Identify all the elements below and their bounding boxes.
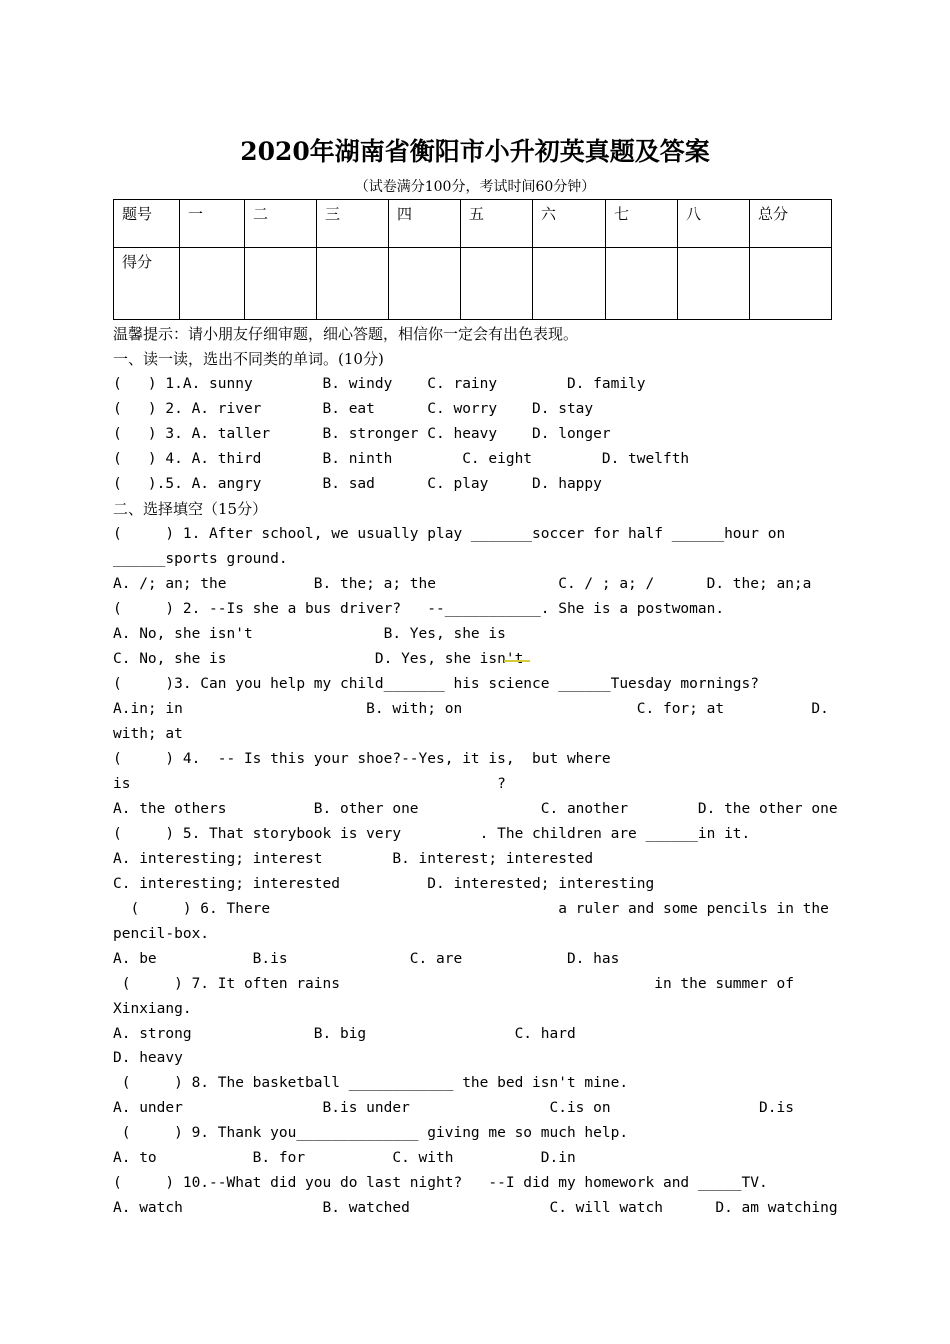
option-line: A. under B.is under C.is on D.is bbox=[113, 1100, 794, 1116]
section2-heading: 二、选择填空（15分） bbox=[113, 500, 268, 518]
option-line: C. interesting; interested D. interested; interesting bbox=[113, 876, 655, 892]
header-cell: 三 bbox=[317, 200, 389, 248]
score-cell[interactable] bbox=[750, 248, 832, 320]
score-cell[interactable] bbox=[678, 248, 750, 320]
option-line: C. No, she is D. Yes, she isn't bbox=[113, 651, 524, 667]
page-title: 2020年湖南省衡阳市小升初英真题及答案 bbox=[240, 137, 710, 166]
question-line: ( ) 7. It often rains in the summer of bbox=[113, 976, 794, 992]
score-table bbox=[113, 199, 832, 320]
header-cell: 题号 bbox=[114, 200, 180, 248]
highlight-mark bbox=[504, 660, 530, 662]
question-line: is ? bbox=[113, 776, 506, 792]
question-line: ( ) 4. -- Is this your shoe?--Yes, it is, but where bbox=[113, 751, 611, 767]
question-line: ( ) 2. --Is she a bus driver? --___________. She is a postwoman. bbox=[113, 601, 725, 617]
score-table-score-row bbox=[114, 248, 832, 320]
score-cell[interactable] bbox=[533, 248, 606, 320]
score-table-header-row bbox=[114, 200, 832, 248]
score-cell[interactable] bbox=[461, 248, 533, 320]
score-cell[interactable] bbox=[317, 248, 389, 320]
question-line: pencil-box. bbox=[113, 926, 210, 942]
score-cell[interactable] bbox=[389, 248, 461, 320]
score-cell[interactable] bbox=[606, 248, 678, 320]
question-line: ( ) 1. After school, we usually play _______soccer for half ______hour on bbox=[113, 526, 786, 542]
question-line: ______sports ground. bbox=[113, 551, 288, 567]
option-line: with; at bbox=[113, 726, 183, 742]
option-line: A. the others B. other one C. another D. the other one bbox=[113, 801, 838, 817]
question-line: ( ) 5. That storybook is very . The children are ______in it. bbox=[113, 826, 751, 842]
header-cell: 一 bbox=[180, 200, 245, 248]
header-cell: 五 bbox=[461, 200, 533, 248]
score-cell[interactable] bbox=[180, 248, 245, 320]
option-line: A. strong B. big C. hard bbox=[113, 1026, 576, 1042]
question-line: ( ) 1.A. sunny B. windy C. rainy D. family bbox=[113, 376, 646, 392]
tip-text: 温馨提示：请小朋友仔细审题，细心答题，相信你一定会有出色表现。 bbox=[113, 325, 579, 343]
score-cell[interactable] bbox=[245, 248, 317, 320]
section1-heading: 一、读一读，选出不同类的单词。(10分) bbox=[113, 350, 384, 368]
option-line: D. heavy bbox=[113, 1050, 183, 1066]
header-cell: 二 bbox=[245, 200, 317, 248]
option-line: A.in; in B. with; on C. for; at D. bbox=[113, 701, 829, 717]
option-line: A. be B.is C. are D. has bbox=[113, 951, 620, 967]
header-cell: 八 bbox=[678, 200, 750, 248]
question-line: ( ) 10.--What did you do last night? --I did my homework and _____TV. bbox=[113, 1175, 768, 1191]
exam-subtitle: （试卷满分100分，考试时间60分钟） bbox=[354, 179, 596, 195]
option-line: A. No, she isn't B. Yes, she is bbox=[113, 626, 506, 642]
option-line: A. /; an; the B. the; a; the C. / ; a; / D. the; an;a bbox=[113, 576, 812, 592]
question-line: ( ) 8. The basketball ____________ the bed isn't mine. bbox=[113, 1075, 629, 1091]
header-cell: 七 bbox=[606, 200, 678, 248]
question-line: Xinxiang. bbox=[113, 1001, 192, 1017]
question-line: ( ).5. A. angry B. sad C. play D. happy bbox=[113, 476, 602, 492]
question-line: ( ) 2. A. river B. eat C. worry D. stay bbox=[113, 401, 594, 417]
question-line: ( ) 6. There a ruler and some pencils in the bbox=[113, 901, 829, 917]
question-line: ( )3. Can you help my child_______ his science ______Tuesday mornings? bbox=[113, 676, 760, 692]
header-cell: 总分 bbox=[750, 200, 832, 248]
option-line: A. to B. for C. with D.in bbox=[113, 1150, 576, 1166]
option-line: A. interesting; interest B. interest; interested bbox=[113, 851, 594, 867]
question-line: ( ) 4. A. third B. ninth C. eight D. twelfth bbox=[113, 451, 690, 467]
header-cell: 六 bbox=[533, 200, 606, 248]
option-line: A. watch B. watched C. will watch D. am watching bbox=[113, 1200, 838, 1216]
header-cell: 四 bbox=[389, 200, 461, 248]
score-row-label: 得分 bbox=[114, 248, 180, 320]
question-line: ( ) 9. Thank you______________ giving me so much help. bbox=[113, 1125, 629, 1141]
question-line: ( ) 3. A. taller B. stronger C. heavy D. longer bbox=[113, 426, 611, 442]
